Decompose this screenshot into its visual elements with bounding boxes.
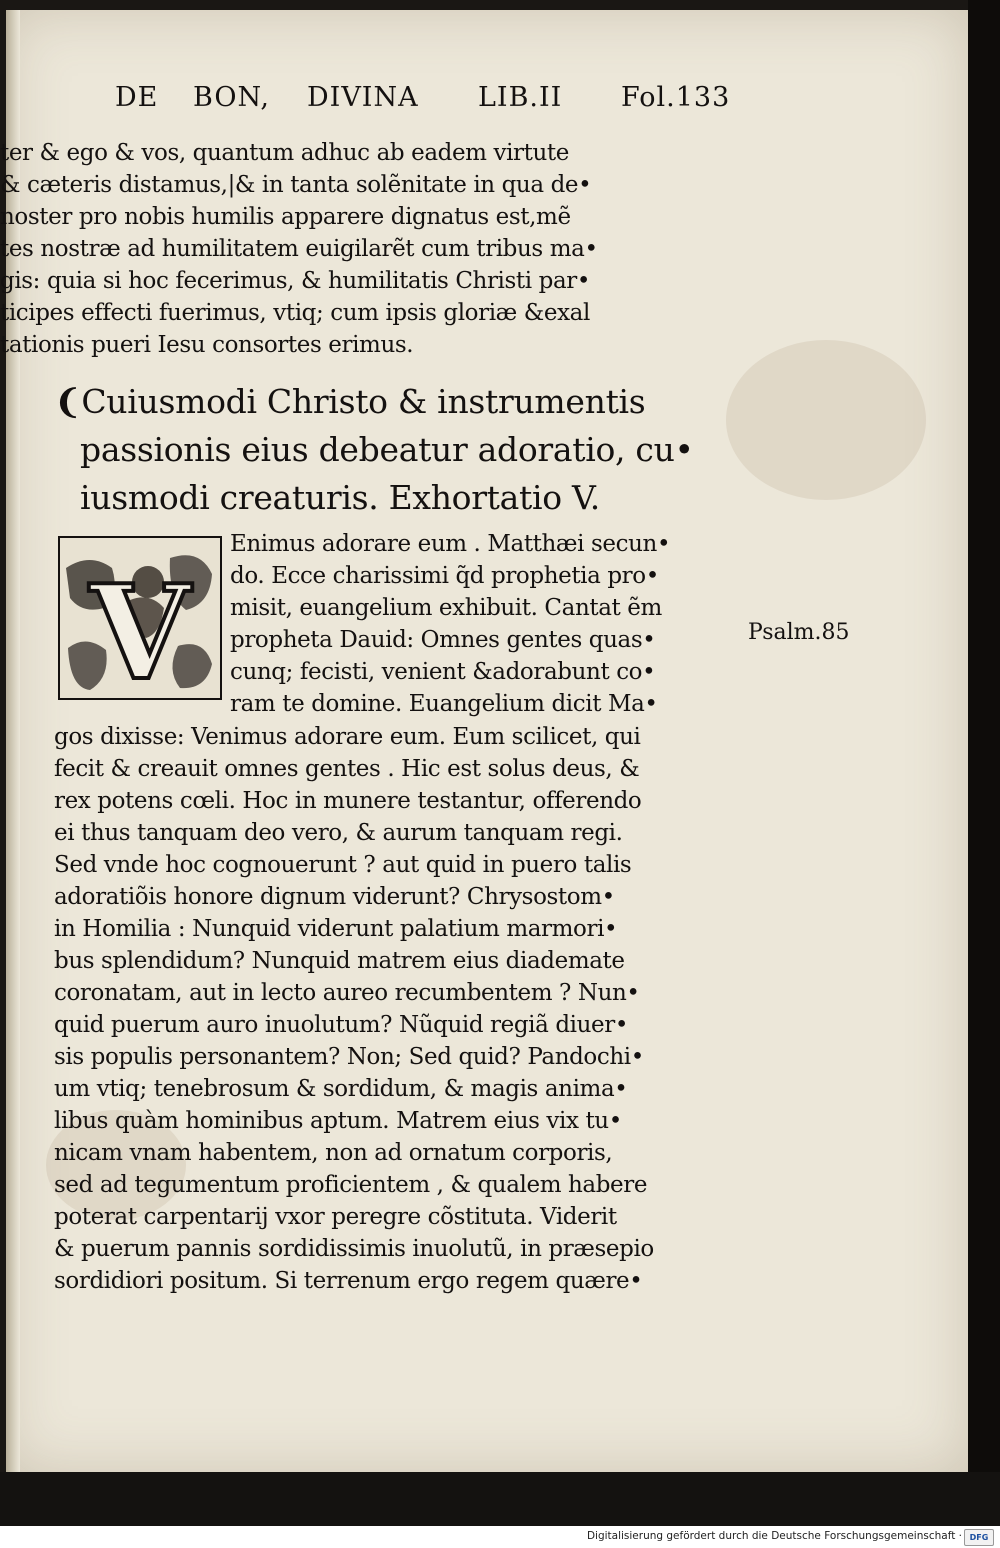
text-line: fecit & creauit omnes gentes . Hic est solus deus, & [54, 756, 640, 782]
text-line: tationis pueri Iesu consortes erimus. [0, 332, 414, 358]
header-bon: BON, [193, 82, 270, 113]
header-lib: LIB.II [478, 82, 563, 113]
text-line: ram te domine. Euangelium dicit Ma• [230, 691, 658, 717]
funding-notice: Digitalisierung gefördert durch die Deutsche Forschungsgemeinschaft · [586, 1530, 962, 1542]
text-line: ei thus tanquam deo vero, & aurum tanquam regi. [54, 820, 623, 846]
heading-text: Cuiusmodi Christo & instrumentis [81, 382, 646, 421]
text-line: do. Ecce charissimi q̃d prophetia pro• [230, 563, 659, 589]
text-line: rex potens cœli. Hoc in munere testantur, offerendo [54, 788, 642, 814]
text-line: tes nostræ ad humilitatem euigilarẽt cum tribus ma• [0, 236, 598, 262]
dfg-logo-icon: DFG [964, 1529, 994, 1546]
text-line: in Homilia : Nunquid viderunt palatium marmori• [54, 916, 618, 942]
text-line: cunq; fecisti, venient &adorabunt co• [230, 659, 656, 685]
section-heading-line-3: iusmodi creaturis. Exhortatio V. [80, 478, 600, 517]
text-line: coronatam, aut in lecto aureo recumbentem ? Nun• [54, 980, 640, 1006]
text-line: um vtiq; tenebrosum & sordidum, & magis anima• [54, 1076, 628, 1102]
initial-letter: V [89, 556, 191, 698]
header-de: DE [115, 82, 159, 113]
scan-border [0, 1472, 1000, 1526]
text-line: & puerum pannis sordidissimis inuolutũ, in præsepio [54, 1236, 654, 1262]
text-line: nicam vnam habentem, non ad ornatum corporis, [54, 1140, 613, 1166]
text-line: Enimus adorare eum . Matthæi secun• [230, 531, 671, 557]
text-line: gos dixisse: Venimus adorare eum. Eum scilicet, qui [54, 724, 641, 750]
text-line: quid puerum auro inuolutum? Nũquid regiã diuer• [54, 1012, 629, 1038]
text-line: libus quàm hominibus aptum. Matrem eius vix tu• [54, 1108, 622, 1134]
text-line: noster pro nobis humilis apparere dignatus est,mẽ [0, 204, 571, 230]
header-divina: DIVINA [307, 82, 419, 113]
text-line: sis populis personantem? Non; Sed quid? Pandochi• [54, 1044, 644, 1070]
text-line: & cæteris distamus,|& in tanta solẽnitate in qua de• [0, 172, 592, 198]
decorated-initial-icon [58, 536, 222, 700]
folio-number: Fol.133 [621, 82, 731, 113]
section-heading-line-1 [54, 382, 645, 421]
page-stain [726, 340, 926, 500]
footer-bar [0, 1526, 1000, 1548]
text-line: Sed vnde hoc cognouerunt ? aut quid in puero talis [54, 852, 632, 878]
text-line: ticipes effecti fuerimus, vtiq; cum ipsis gloriæ &exal [0, 300, 590, 326]
page-edge-shadow [968, 0, 1000, 1480]
text-line: adoratiõis honore dignum viderunt? Chrysostom• [54, 884, 615, 910]
text-line: sordidiori positum. Si terrenum ergo regem quære• [54, 1268, 643, 1294]
section-heading-line-2: passionis eius debeatur adoratio, cu• [80, 430, 694, 469]
text-line: propheta Dauid: Omnes gentes quas• [230, 627, 656, 653]
paragraph-mark-icon: ❨ [54, 382, 82, 421]
text-line: poterat carpentarij vxor peregre cõstituta. Viderit [54, 1204, 617, 1230]
text-line: bus splendidum? Nunquid matrem eius diademate [54, 948, 625, 974]
text-line: misit, euangelium exhibuit. Cantat ẽm [230, 595, 662, 621]
running-header [115, 82, 731, 118]
text-line: ter & ego & vos, quantum adhuc ab eadem virtute [0, 140, 569, 166]
marginal-note: Psalm.85 [748, 620, 850, 645]
text-line: sed ad tegumentum proficientem , & qualem habere [54, 1172, 648, 1198]
text-line: gis: quia si hoc fecerimus, & humilitatis Christi par• [0, 268, 591, 294]
